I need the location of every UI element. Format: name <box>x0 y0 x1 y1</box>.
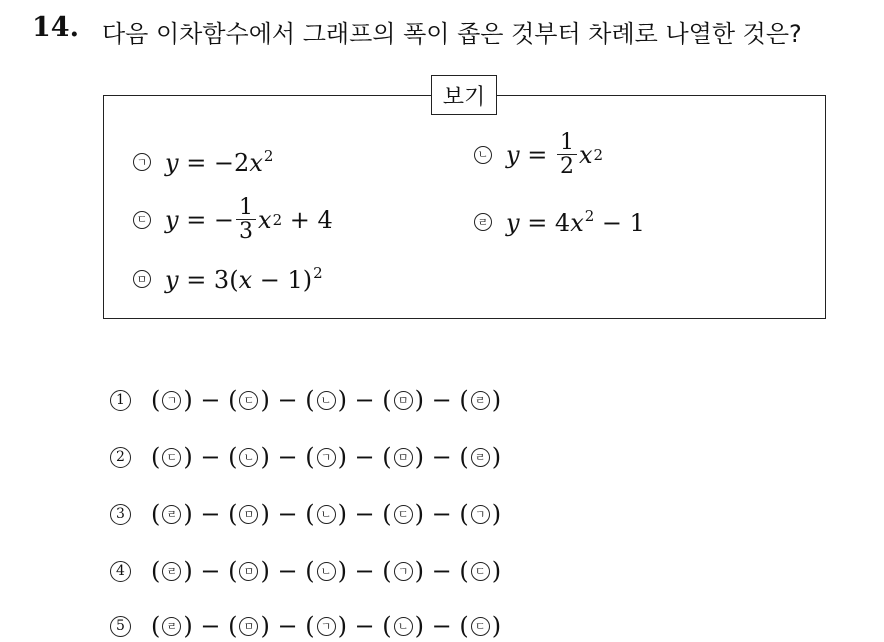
marker-mieum: ㅁ <box>133 270 151 288</box>
order-marker: ㄹ <box>162 617 181 636</box>
choice-order: ( ㄷ ) − ( ㄴ ) − ( ㄱ ) − ( ㅁ ) − ( ㄹ ) <box>151 443 502 471</box>
order-marker: ㄷ <box>239 391 258 410</box>
example-box-title: 보기 <box>431 75 497 115</box>
expression-a: $y = -2x^2$ <box>165 147 274 177</box>
example-item-b <box>474 131 603 178</box>
order-marker: ㄹ <box>162 505 181 524</box>
marker-rieul: ㄹ <box>474 213 492 231</box>
choice-1[interactable] <box>110 386 501 414</box>
question-text: 다음 이차함수에서 그래프의 폭이 좁은 것부터 차례로 나열한 것은? <box>102 20 802 48</box>
example-item-d <box>474 207 645 237</box>
choice-order: ( ㄹ ) − ( ㅁ ) − ( ㄴ ) − ( ㄱ ) − ( ㄷ ) <box>151 557 502 585</box>
expression-e: $y = 3(x - 1)^2$ <box>165 264 323 294</box>
order-marker: ㄷ <box>394 505 413 524</box>
order-marker: ㄴ <box>394 617 413 636</box>
order-marker: ㅁ <box>239 617 258 636</box>
order-marker: ㅁ <box>394 448 413 467</box>
expression-b: y = $\frac{1}{2}$ x 2 <box>506 130 604 180</box>
choice-order: ( ㄹ ) − ( ㅁ ) − ( ㄴ ) − ( ㄷ ) − ( ㄱ ) <box>151 500 502 528</box>
order-marker: ㄴ <box>239 448 258 467</box>
order-marker: ㄷ <box>471 562 490 581</box>
example-item-a <box>133 147 273 177</box>
order-marker: ㄱ <box>162 391 181 410</box>
order-marker: ㄴ <box>317 562 336 581</box>
question-number: 14. <box>32 12 79 43</box>
choice-order: ( ㄱ ) − ( ㄷ ) − ( ㄴ ) − ( ㅁ ) − ( ㄹ ) <box>151 386 502 414</box>
choice-number: 5 <box>110 616 131 637</box>
choice-number: 4 <box>110 561 131 582</box>
expression-c: y = − $\frac{1}{3}$ x 2 + 4 <box>165 195 333 245</box>
order-marker: ㄱ <box>317 448 336 467</box>
choice-number: 3 <box>110 504 131 525</box>
order-marker: ㄹ <box>471 391 490 410</box>
choice-3[interactable] <box>110 500 501 528</box>
order-marker: ㄱ <box>471 505 490 524</box>
order-marker: ㄷ <box>471 617 490 636</box>
order-marker: ㄹ <box>471 448 490 467</box>
order-marker: ㄱ <box>394 562 413 581</box>
choice-2[interactable] <box>110 443 501 471</box>
order-marker: ㅁ <box>239 505 258 524</box>
choice-order: ( ㄹ ) − ( ㅁ ) − ( ㄱ ) − ( ㄴ ) − ( ㄷ ) <box>151 612 502 640</box>
choice-4[interactable] <box>110 557 501 585</box>
choice-number: 1 <box>110 390 131 411</box>
order-marker: ㄴ <box>317 505 336 524</box>
expression-d: $y = 4x^2 - 1$ <box>506 207 645 237</box>
marker-nieun: ㄴ <box>474 146 492 164</box>
order-marker: ㄷ <box>162 448 181 467</box>
order-marker: ㅁ <box>239 562 258 581</box>
marker-giyeok: ㄱ <box>133 153 151 171</box>
example-item-e <box>133 264 323 294</box>
order-marker: ㄹ <box>162 562 181 581</box>
order-marker: ㄴ <box>317 391 336 410</box>
choice-5[interactable] <box>110 612 501 640</box>
choice-number: 2 <box>110 447 131 468</box>
example-item-c <box>133 196 333 243</box>
marker-digeut: ㄷ <box>133 211 151 229</box>
order-marker: ㅁ <box>394 391 413 410</box>
order-marker: ㄱ <box>317 617 336 636</box>
